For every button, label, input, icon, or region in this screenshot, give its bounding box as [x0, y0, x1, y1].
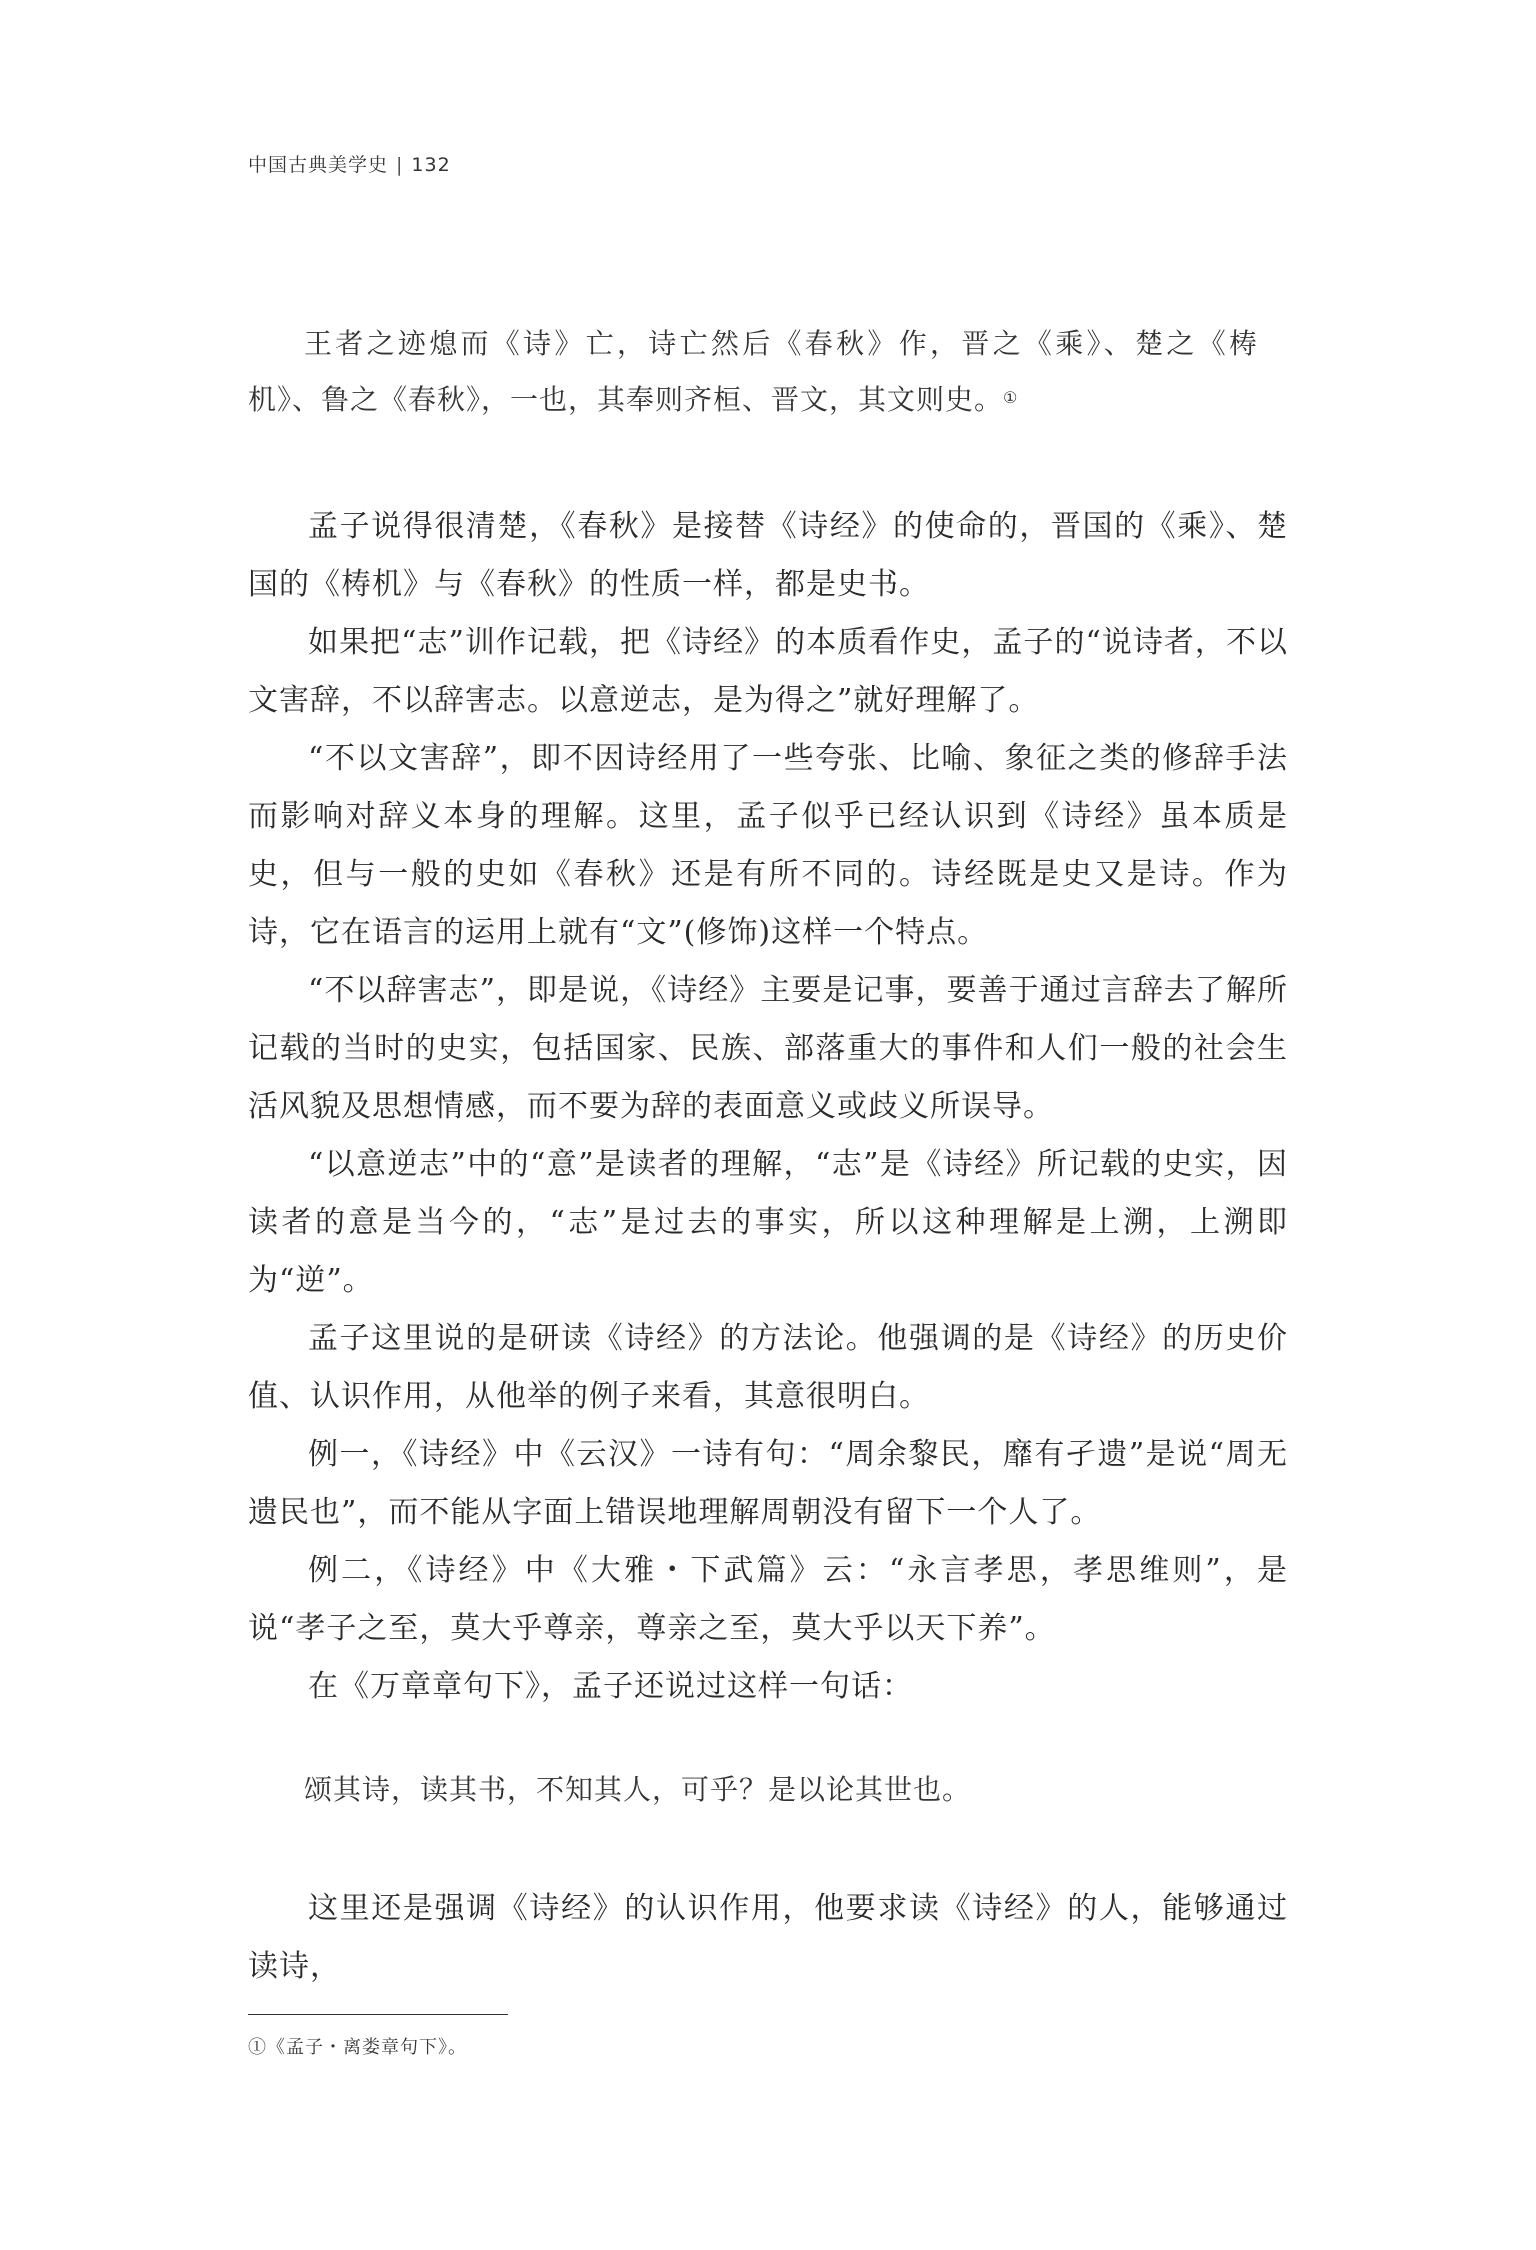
page-body [248, 316, 1288, 1996]
body-paragraph: “不以文害辞”，即不因诗经用了一些夸张、比喻、象征之类的修辞手法而影响对辞义本身的理解。这里，孟子似乎已经认识到《诗经》虽本质是史，但与一般的史如《春秋》还是有所不同的。诗经既是史又是诗。作为诗，它在语言的运用上就有“文”(修饰)这样一个特点。 [248, 741, 1288, 950]
page-number: 132 [411, 154, 451, 176]
footnote-rule [248, 2014, 508, 2015]
body-paragraph: 孟子说得很清楚，《春秋》是接替《诗经》的使命的，晋国的《乘》、楚国的《梼机》与《春秋》的性质一样，都是史书。 [248, 509, 1288, 602]
body-paragraph: “不以辞害志”，即是说，《诗经》主要是记事，要善于通过言辞去了解所记载的当时的史实，包括国家、民族、部落重大的事件和人们一般的社会生活风貌及思想情感，而不要为辞的表面意义或歧义所误导。 [248, 973, 1288, 1124]
body-paragraph: 例一，《诗经》中《云汉》一诗有句：“周余黎民，靡有孑遗”是说“周无遗民也”，而不能从字面上错误地理解周朝没有留下一个人了。 [248, 1437, 1288, 1530]
block-quote-text: 王者之迹熄而《诗》亡，诗亡然后《春秋》作，晋之《乘》、楚之《梼机》、鲁之《春秋》，一也，其奉则齐桓、晋文，其文则史。 [248, 327, 1258, 416]
body-paragraph: 孟子这里说的是研读《诗经》的方法论。他强调的是《诗经》的历史价值、认识作用，从他举的例子来看，其意很明白。 [248, 1321, 1288, 1414]
block-quote-wanzhang: 颂其诗，读其书，不知其人，可乎？是以论其世也。 [304, 1773, 972, 1806]
body-paragraph-last: 这里还是强调《诗经》的认识作用，他要求读《诗经》的人，能够通过读诗， [248, 1891, 1288, 1984]
block-quote-mencius [248, 316, 1288, 428]
header-separator: | [396, 154, 404, 176]
footnote-marker: ① [1003, 388, 1019, 407]
body-paragraph: “以意逆志”中的“意”是读者的理解，“志”是《诗经》所记载的史实，因读者的意是当今的，“志”是过去的事实，所以这种理解是上溯，上溯即为“逆”。 [248, 1147, 1288, 1298]
body-paragraph: 如果把“志”训作记载，把《诗经》的本质看作史，孟子的“说诗者，不以文害辞，不以辞害志。以意逆志，是为得之”就好理解了。 [248, 625, 1288, 718]
running-header [248, 150, 451, 177]
body-paragraph: 例二，《诗经》中《大雅・下武篇》云：“永言孝思，孝思维则”，是说“孝子之至，莫大乎尊亲，尊亲之至，莫大乎以天下养”。 [248, 1553, 1288, 1646]
footnote: ①《孟子・离娄章句下》。 [248, 2037, 467, 2058]
body-paragraph: 在《万章章句下》，孟子还说过这样一句话： [308, 1669, 913, 1704]
book-title: 中国古典美学史 [248, 154, 389, 176]
